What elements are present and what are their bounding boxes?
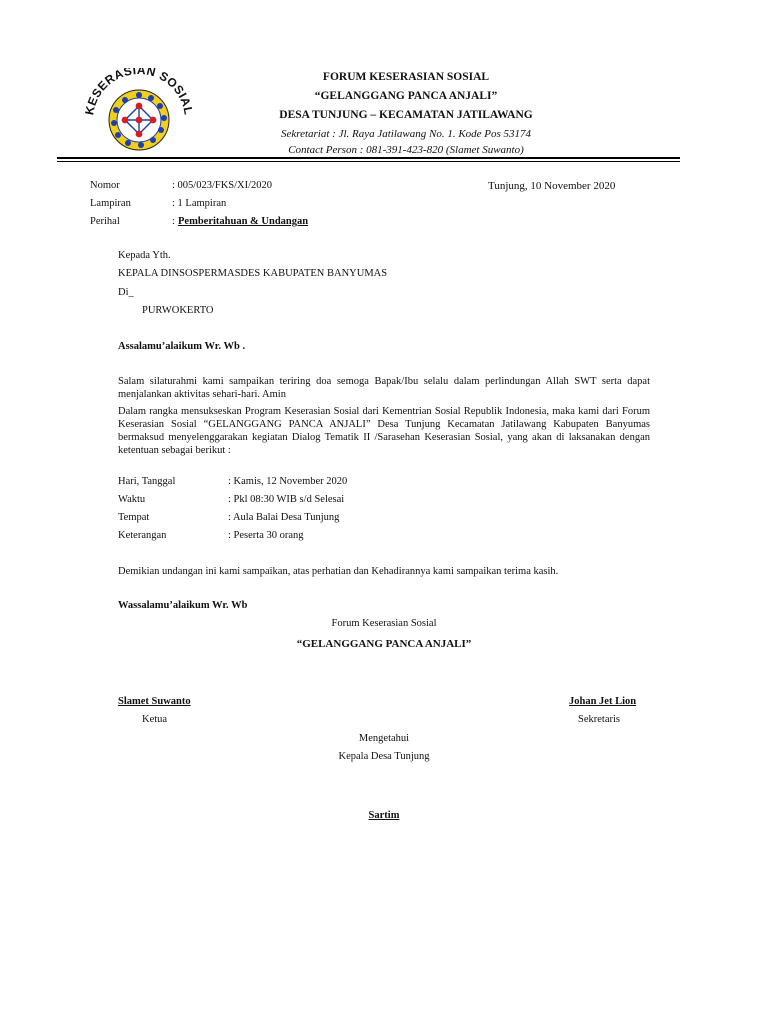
secretary-title: Sekretaris [578,714,620,725]
detail-label: Keterangan [118,530,167,541]
detail-value: : Kamis, 12 November 2020 [228,476,348,487]
perihal-colon: : [172,216,175,227]
letter-date: Tunjung, 10 November 2020 [488,180,616,192]
recipient-title: KEPALA DINSOSPERMASDES KABUPATEN BANYUMAS [118,268,388,279]
nomor-label: Nomor [90,180,120,191]
paragraph-purpose: Dalam rangka mensukseskan Program Keserasian Sosial dari Kementrian Sosial Republik Indonesia, maka kami dari Forum Keserasian Sosial “GELANGGANG PANCA ANJALI” Desa Tunjung Kecamatan Jatilawang Kabupaten Banyumas bermaksud menyelenggarakan kegiatan Dialog Tematik II /Sarasehan Keserasian Sosial, yang akan di laksanakan dengan ketentuan sebagai berikut : [118,406,650,456]
header-divider-thin [57,161,680,162]
village-head-title: Kepala Desa Tunjung [338,751,430,762]
recipient-salutation: Kepada Yth. [118,250,171,261]
logo [80,68,198,160]
acknowledged-label: Mengetahui [358,733,410,744]
closing-text: Demikian undangan ini kami sampaikan, atas perhatian dan Kehadirannya kami sampaikan terima kasih. [118,566,559,577]
sign-org-name: Forum Keserasian Sosial [331,618,437,629]
perihal-value: Pemberitahuan & Undangan [178,216,309,227]
detail-label: Waktu [118,494,146,505]
chairman-name: Slamet Suwanto [118,696,191,707]
recipient-di: Di_ [118,287,134,298]
perihal-label: Perihal [90,216,120,227]
lampiran-value: : 1 Lampiran [172,198,227,209]
org-contact: Contact Person : 081-391-423-820 (Slamet Suwanto) [288,144,524,156]
lampiran-label: Lampiran [90,198,131,209]
secretary-name: Johan Jet Lion [569,696,637,707]
org-name: FORUM KESERASIAN SOSIAL [322,71,490,83]
detail-label: Hari, Tanggal [118,476,176,487]
chairman-title: Ketua [142,714,168,725]
org-address: Sekretariat : Jl. Raya Jatilawang No. 1. Kode Pos 53174 [280,128,532,140]
detail-value: : Pkl 08:30 WIB s/d Selesai [228,494,345,505]
farewell: Wassalamu’alaikum Wr. Wb [118,600,248,611]
svg-text:KESERASIAN SOSIAL: KESERASIAN SOSIAL [82,68,196,117]
org-nickname: “GELANGGANG PANCA ANJALI” [314,90,498,102]
recipient-city: PURWOKERTO [142,305,214,316]
detail-value: : Peserta 30 orang [228,530,304,541]
nomor-value: : 005/023/FKS/XI/2020 [172,180,273,191]
detail-label: Tempat [118,512,150,523]
logo-emblem-icon [80,68,198,160]
header-divider-thick [57,157,680,159]
paragraph-opening: Salam silaturahmi kami sampaikan teriring doa semoga Bapak/Ibu selalu dalam perlindungan Allah SWT serta dapat menjalankan aktivitas sehari-hari. Amin [118,376,650,400]
org-location: DESA TUNJUNG – KECAMATAN JATILAWANG [279,109,533,121]
village-head-name: Sartim [368,810,400,821]
detail-value: : Aula Balai Desa Tunjung [228,512,340,523]
greeting: Assalamu’alaikum Wr. Wb . [118,341,246,352]
sign-org-nickname: “GELANGGANG PANCA ANJALI” [296,638,472,650]
